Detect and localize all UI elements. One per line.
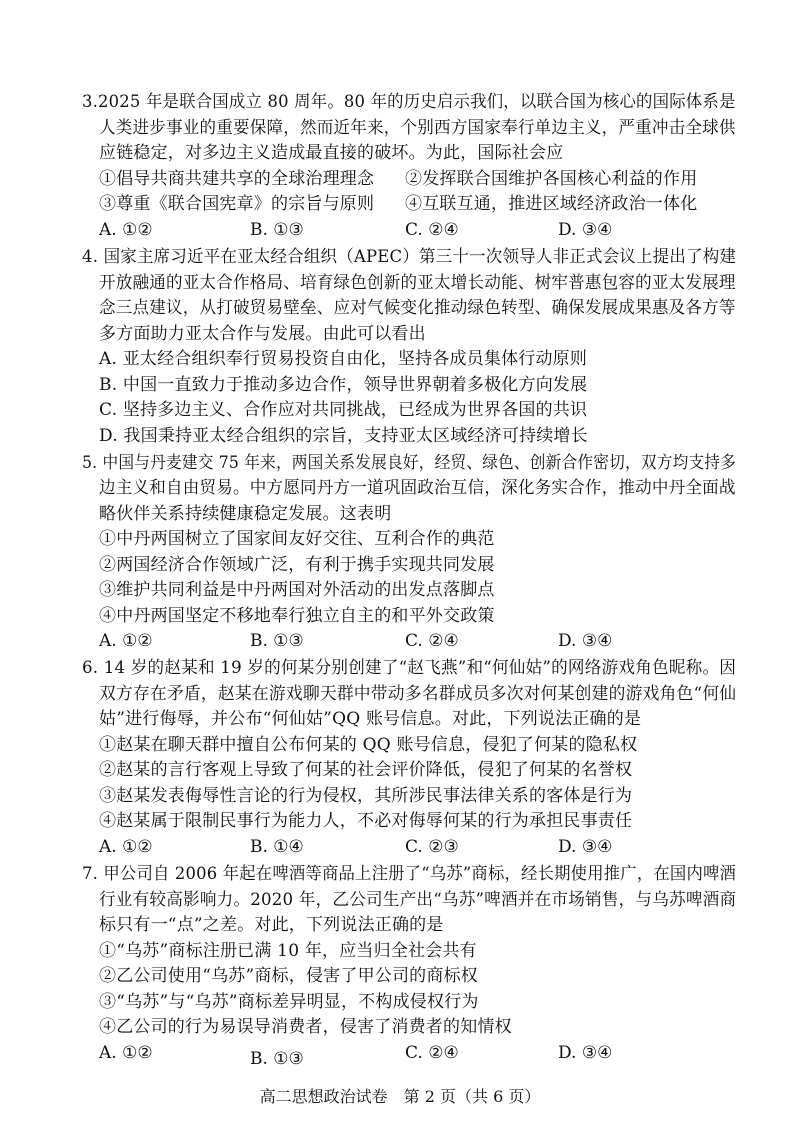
option-c[interactable]: C. 坚持多边主义、合作应对共同挑战，已经成为世界各国的共识 [99, 400, 588, 420]
option-a[interactable]: A. ①② [99, 837, 153, 857]
question-text-line: 双方存在矛盾，赵某在游戏聊天群中带动多名群成员多次对何某创建的游戏角色“何仙 [99, 684, 737, 704]
question-text-line: 4. 国家主席习近平在亚太经合组织（APEC）第三十一次领导人非正式会议上提出了构建 [82, 247, 737, 267]
statement-4: ④互联互通，推进区域经济政治一体化 [405, 194, 698, 214]
option-d[interactable]: D. 我国秉持亚太经合组织的宗旨，支持亚太区域经济可持续增长 [99, 426, 588, 446]
question-text-line: 边主义和自由贸易。中方愿同丹方一道巩固政治互信，深化务实合作，推动中丹全面战 [99, 478, 736, 498]
option-b[interactable]: B. ①③ [250, 631, 304, 651]
statement-2: ②赵某的言行客观上导致了何某的社会评价降低，侵犯了何某的名誉权 [99, 760, 633, 780]
question-text-line: 念三点建议，从打破贸易壁垒、应对气候变化推动绿色转型、确保发展成果惠及各方等 [99, 298, 736, 318]
question-text-line: 应链稳定，对多边主义造成最直接的破坏。为此，国际社会应 [99, 143, 564, 163]
option-a[interactable]: A. ①② [99, 631, 153, 651]
statement-3: ③尊重《联合国宪章》的宗旨与原则 [99, 194, 375, 214]
statement-1: ①中丹两国树立了国家间友好交往、互利合作的典范 [99, 529, 495, 549]
question-text-line: 标只有一“点”之差。对此，下列说法正确的是 [99, 915, 444, 935]
statement-1: ①“乌苏”商标注册已满 10 年，应当归全社会共有 [99, 941, 477, 961]
page-footer: 高二思想政治试卷 第 2 页（共 6 页） [259, 1087, 541, 1106]
option-c[interactable]: C. ②④ [405, 220, 459, 240]
statement-1: ①倡导共商共建共享的全球治理理念 [99, 169, 375, 189]
statement-1: ①赵某在聊天群中擅自公布何某的 QQ 账号信息，侵犯了何某的隐私权 [99, 735, 638, 755]
statement-2: ②两国经济合作领域广泛，有利于携手实现共同发展 [99, 555, 495, 575]
option-b[interactable]: B. ①③ [250, 220, 304, 240]
option-b[interactable]: B. ①③ [250, 1049, 304, 1069]
question-text-line: 5. 中国与丹麦建交 75 年来，两国关系发展良好，经贸、绿色、创新合作密切，双方均支持多 [82, 453, 737, 473]
option-c[interactable]: C. ②④ [405, 1043, 459, 1063]
option-d[interactable]: D. ③④ [558, 220, 613, 240]
option-a[interactable]: A. 亚太经合组织奉行贸易投资自由化，坚持各成员集体行动原则 [99, 349, 588, 369]
question-text-line: 人类进步事业的重要保障，然而近年来，个别西方国家奉行单边主义，严重冲击全球供 [99, 118, 736, 138]
option-a[interactable]: A. ①② [99, 1043, 153, 1063]
statement-4: ④赵某属于限制民事行为能力人，不必对侮辱何某的行为承担民事责任 [99, 811, 633, 831]
question-text-line: 7. 甲公司自 2006 年起在啤酒等商品上注册了“乌苏”商标，经长期使用推广，在国内啤酒 [82, 864, 737, 884]
statement-4: ④中丹两国坚定不移地奉行独立自主的和平外交政策 [99, 606, 495, 626]
question-text-line: 姑”进行侮辱，并公布“何仙姑”QQ 账号信息。对此，下列说法正确的是 [99, 709, 642, 729]
question-text-line: 开放融通的亚太合作格局、培育绿色创新的亚太增长动能、树牢普惠包容的亚太发展理 [99, 273, 736, 293]
option-d[interactable]: D. ③④ [558, 1043, 613, 1063]
statement-3: ③“乌苏”与“乌苏”商标差异明显，不构成侵权行为 [99, 992, 479, 1012]
question-text-line: 3.2025 年是联合国成立 80 周年。80 年的历史启示我们，以联合国为核心的国际体系是 [82, 92, 736, 112]
option-d[interactable]: D. ③④ [558, 631, 613, 651]
option-d[interactable]: D. ③④ [558, 837, 613, 857]
option-c[interactable]: C. ②③ [405, 837, 459, 857]
statement-3: ③维护共同利益是中丹两国对外活动的出发点落脚点 [99, 580, 495, 600]
option-b[interactable]: B. ①④ [250, 837, 304, 857]
statement-2: ②乙公司使用“乌苏”商标，侵害了甲公司的商标权 [99, 966, 478, 986]
statement-3: ③赵某发表侮辱性言论的行为侵权，其所涉民事法律关系的客体是行为 [99, 786, 633, 806]
question-text-line: 略伙伴关系持续健康稳定发展。这表明 [99, 504, 392, 524]
question-text-line: 6. 14 岁的赵某和 19 岁的何某分别创建了“赵飞燕”和“何仙姑”的网络游戏角色昵称。因 [82, 658, 737, 678]
question-text-line: 行业有较高影响力。2020 年，乙公司生产出“乌苏”啤酒并在市场销售，与乌苏啤酒商 [99, 890, 737, 910]
statement-4: ④乙公司的行为易误导消费者，侵害了消费者的知情权 [99, 1017, 512, 1037]
option-a[interactable]: A. ①② [99, 220, 153, 240]
statement-2: ②发挥联合国维护各国核心利益的作用 [405, 169, 698, 189]
option-b[interactable]: B. 中国一直致力于推动多边合作，领导世界朝着多极化方向发展 [99, 375, 588, 395]
question-text-line: 多方面助力亚太合作与发展。由此可以看出 [99, 324, 426, 344]
option-c[interactable]: C. ②④ [405, 631, 459, 651]
